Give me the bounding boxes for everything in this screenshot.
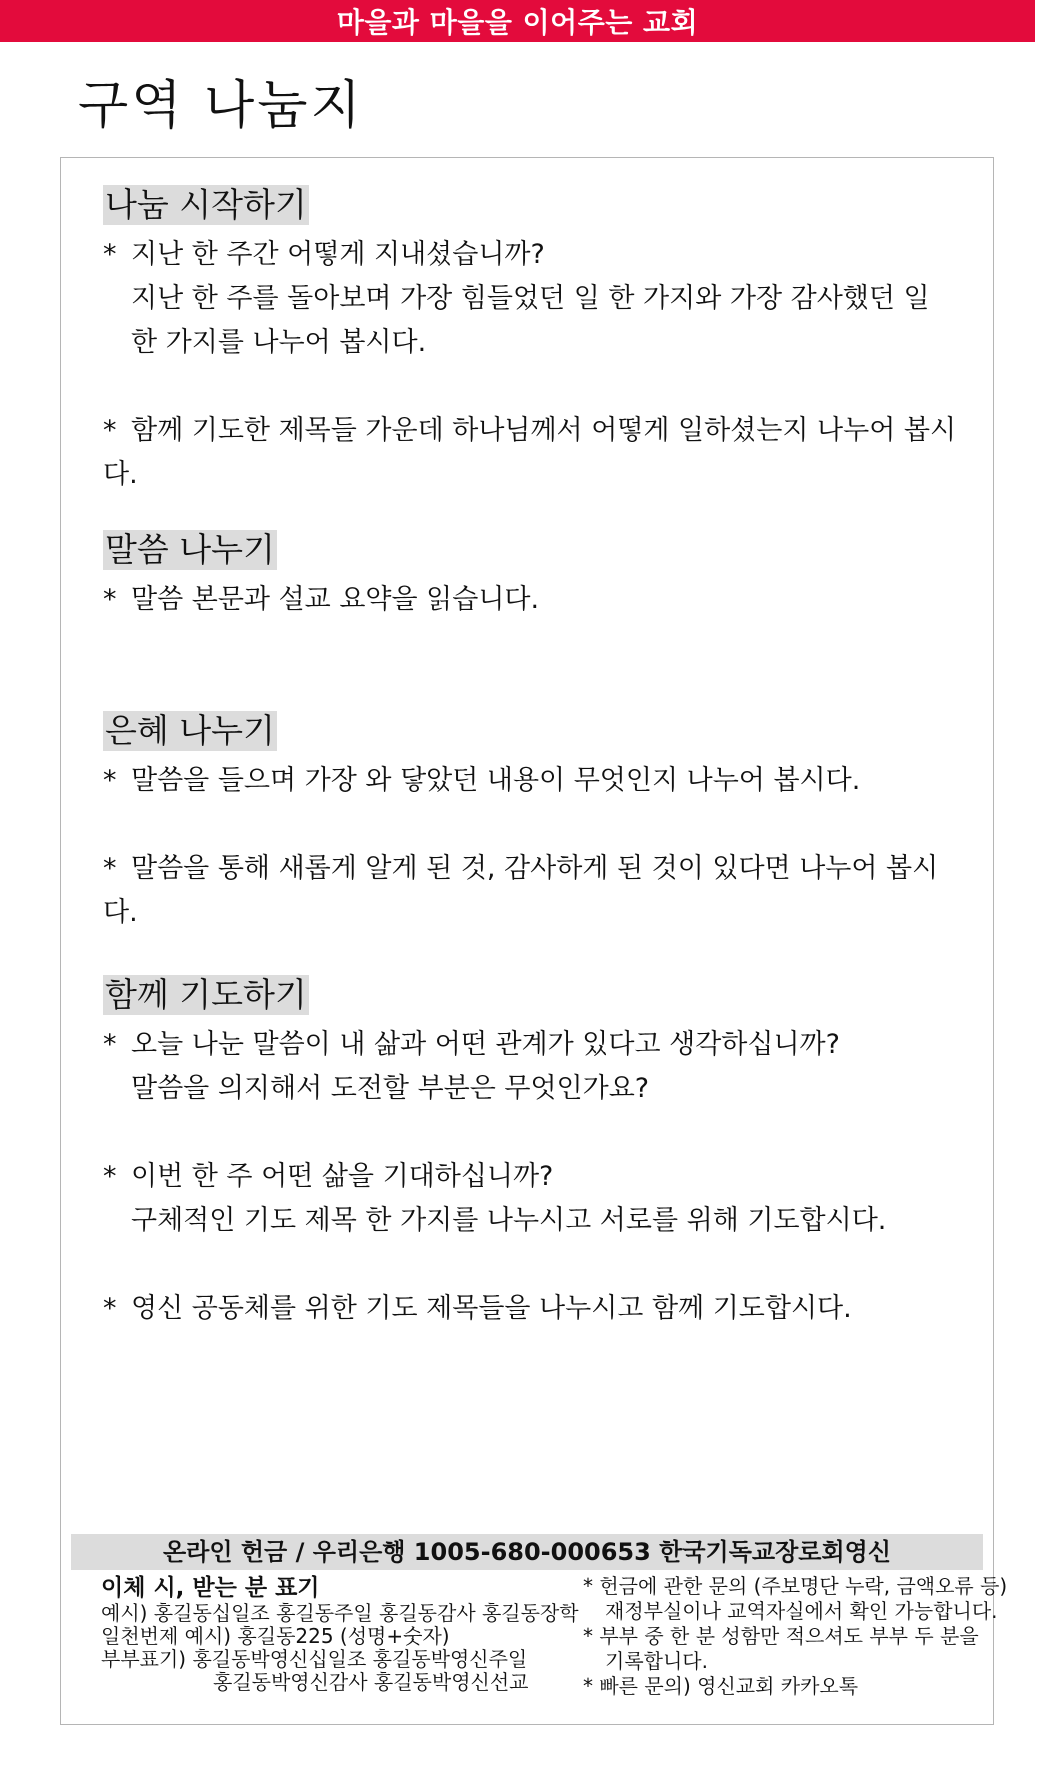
online-offering-account: 온라인 헌금 / 우리은행 1005-680-000653 한국기독교장로회영신 bbox=[71, 1534, 983, 1570]
bullet-star: * bbox=[103, 1161, 117, 1192]
bullet-star: * bbox=[103, 1293, 117, 1324]
question-item bbox=[103, 233, 963, 365]
question-item bbox=[103, 409, 963, 497]
question-line: 오늘 나눈 말씀이 내 삶과 어떤 관계가 있다고 생각하십니까? bbox=[131, 1029, 840, 1060]
inquiry-note: * 빠른 문의) 영신교회 카카오톡 bbox=[583, 1674, 859, 1698]
section-pray-together bbox=[103, 975, 963, 1331]
section-heading: 말씀 나누기 bbox=[105, 530, 275, 569]
question-item bbox=[103, 1023, 963, 1111]
question-line: 지난 한 주를 돌아보며 가장 힘들었던 일 한 가지와 가장 감사했던 일 bbox=[131, 283, 930, 314]
bullet-star: * bbox=[103, 1029, 117, 1060]
question-line: 한 가지를 나누어 봅시다. bbox=[131, 327, 427, 358]
section-heading: 함께 기도하기 bbox=[105, 975, 307, 1014]
section-word-sharing bbox=[103, 530, 963, 622]
question-item bbox=[103, 1287, 963, 1331]
question-line: 말씀 본문과 설교 요약을 읽습니다. bbox=[131, 584, 540, 615]
bullet-star: * bbox=[103, 584, 117, 615]
bullet-star: * bbox=[103, 415, 117, 446]
inquiry-note: 기록합니다. bbox=[605, 1649, 708, 1673]
transfer-notation-heading: 이체 시, 받는 분 표기 bbox=[101, 1575, 320, 1601]
page-title: 구역 나눔지 bbox=[78, 76, 364, 136]
question-line: 함께 기도한 제목들 가운데 하나님께서 어떻게 일하셨는지 나누어 봅시다. bbox=[103, 415, 957, 490]
question-line: 말씀을 통해 새롭게 알게 된 것, 감사하게 된 것이 있다면 나누어 봅시다. bbox=[103, 853, 939, 928]
notation-example: 예시) 홍길동십일조 홍길동주일 홍길동감사 홍길동장학 bbox=[101, 1601, 579, 1625]
inquiry-note: * 헌금에 관한 문의 (주보명단 누락, 금액오류 등) bbox=[583, 1574, 1008, 1598]
inquiry-note: * 부부 중 한 분 성함만 적으셔도 부부 두 분을 bbox=[583, 1624, 979, 1648]
question-item bbox=[103, 578, 963, 622]
transfer-notation-guide bbox=[71, 1574, 583, 1699]
bullet-star: * bbox=[103, 765, 117, 796]
question-item bbox=[103, 759, 963, 803]
inquiry-note: 재정부실이나 교역자실에서 확인 가능합니다. bbox=[605, 1599, 998, 1623]
bullet-star: * bbox=[103, 239, 117, 270]
notation-example: 부부표기) 홍길동박영신십일조 홍길동박영신주일 bbox=[101, 1647, 528, 1671]
offering-inquiry-notes bbox=[583, 1574, 1008, 1699]
offering-footer bbox=[71, 1534, 1008, 1699]
question-line: 구체적인 기도 제목 한 가지를 나누시고 서로를 위해 기도합시다. bbox=[131, 1205, 887, 1236]
section-heading: 나눔 시작하기 bbox=[105, 185, 307, 224]
question-line: 말씀을 의지해서 도전할 부분은 무엇인가요? bbox=[131, 1073, 650, 1104]
section-sharing-start bbox=[103, 185, 963, 497]
question-line: 말씀을 들으며 가장 와 닿았던 내용이 무엇인지 나누어 봅시다. bbox=[131, 765, 861, 796]
question-line: 지난 한 주간 어떻게 지내셨습니까? bbox=[131, 239, 545, 270]
question-item bbox=[103, 847, 963, 935]
content-frame bbox=[60, 157, 1008, 1725]
top-banner: 마을과 마을을 이어주는 교회 bbox=[0, 0, 1035, 42]
question-line: 영신 공동체를 위한 기도 제목들을 나누시고 함께 기도합시다. bbox=[131, 1293, 852, 1324]
section-heading: 은혜 나누기 bbox=[105, 711, 275, 750]
notation-example: 홍길동박영신감사 홍길동박영신선교 bbox=[213, 1670, 529, 1694]
question-line: 이번 한 주 어떤 삶을 기대하십니까? bbox=[131, 1161, 554, 1192]
notation-example: 일천번제 예시) 홍길동225 (성명+숫자) bbox=[101, 1624, 450, 1648]
section-grace-sharing bbox=[103, 711, 963, 935]
question-item bbox=[103, 1155, 963, 1243]
bullet-star: * bbox=[103, 853, 117, 884]
